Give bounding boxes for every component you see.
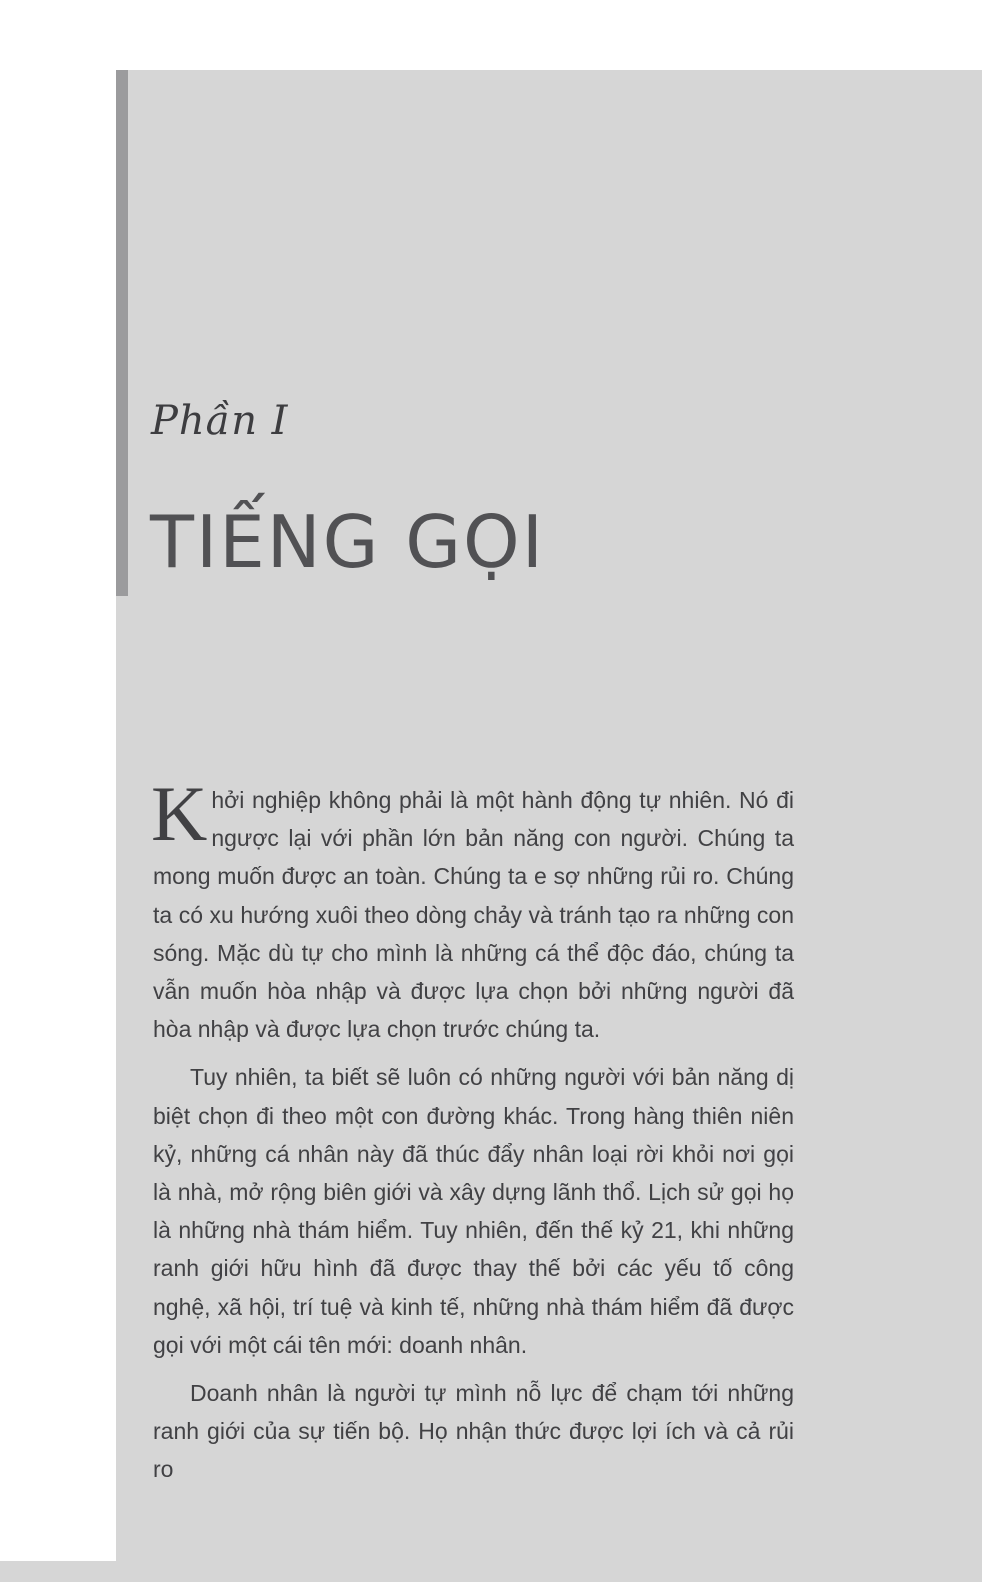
chapter-title: TIẾNG GỌI	[150, 500, 545, 584]
paragraph-3: Doanh nhân là người tự mình nỗ lực để chạm tới những ranh giới của sự tiến bộ. Họ nhận thức được lợi ích và cả rủi ro	[153, 1380, 794, 1483]
chapter-accent-bar	[116, 70, 128, 596]
paragraph-2: Tuy nhiên, ta biết sẽ luôn có những người với bản năng dị biệt chọn đi theo một con đường khác. Trong hàng thiên niên kỷ, những cá nhân này đã thúc đẩy nhân loại rời khỏi nơi gọi là nhà, mở rộng biên giới và xây dựng lãnh thổ. Lịch sử gọi họ là những nhà thám hiểm. Tuy nhiên, đến thế kỷ 21, khi những ranh giới hữu hình đã được thay thế bởi các yếu tố công nghệ, xã hội, trí tuệ và kinh tế, những nhà thám hiểm đã được gọi với một cái tên mới: doanh nhân.	[153, 1064, 794, 1358]
paragraph-1	[151, 770, 794, 1048]
paragraph-1-text: hởi nghiệp không phải là một hành động tự nhiên. Nó đi ngược lại với phần lớn bản năng con người. Chúng ta mong muốn được an toàn. Chúng ta e sợ những rủi ro. Chúng ta có xu hướng xuôi theo dòng chảy và tránh tạo ra những con sóng. Mặc dù tự cho mình là những cá thể độc đáo, chúng ta vẫn muốn hòa nhập và được lựa chọn bởi những người đã hòa nhập và được lựa chọn trước chúng ta.	[153, 787, 794, 1043]
page-bottom-edge	[0, 1561, 860, 1582]
drop-cap: K	[151, 770, 208, 857]
part-label: Phần I	[151, 398, 289, 444]
body-text	[151, 770, 794, 1499]
